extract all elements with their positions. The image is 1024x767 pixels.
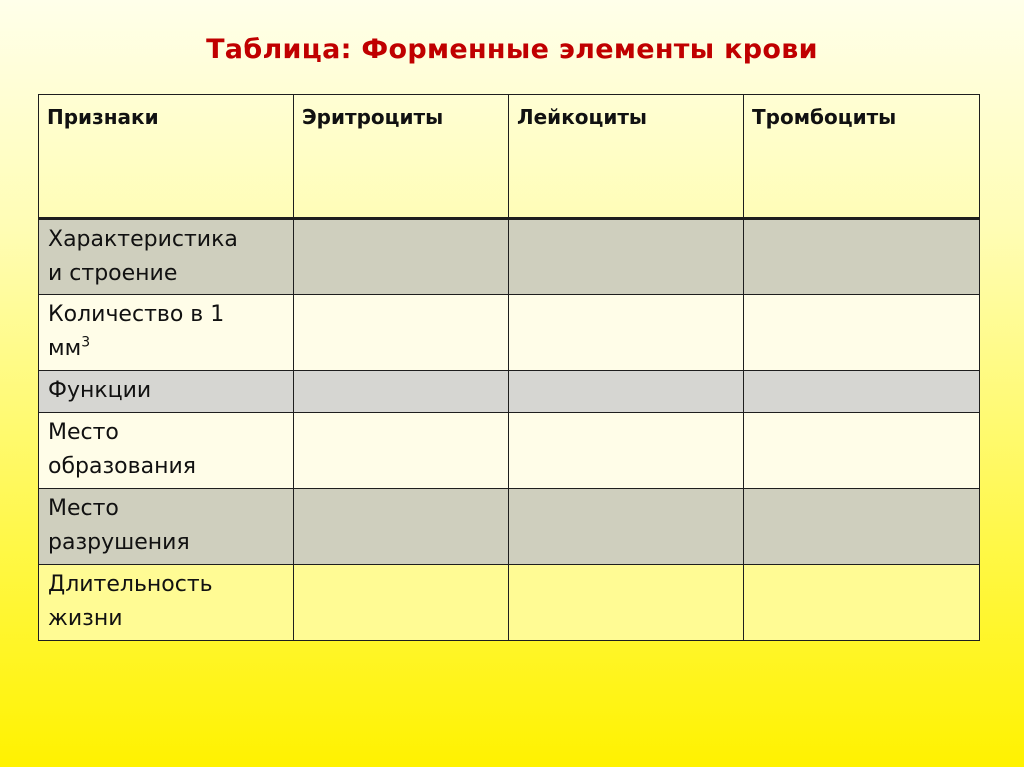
row-label-line2: образования [48, 454, 196, 479]
row-label-line2: разрушения [48, 530, 190, 555]
table-cell [744, 295, 980, 371]
slide-title: Таблица: Форменные элементы крови [206, 34, 818, 65]
row-label-line1: Место [48, 496, 119, 521]
table-cell [509, 371, 744, 413]
row-label-line1: Место [48, 420, 119, 445]
row-label-line1: Характеристика [48, 227, 238, 252]
header-cell-erythrocytes: Эритроциты [294, 95, 509, 219]
row-label [39, 565, 294, 641]
row-label-line1: Длительность [48, 572, 213, 597]
row-label [39, 413, 294, 489]
row-label [39, 295, 294, 371]
header-cell-leukocytes: Лейкоциты [509, 95, 744, 219]
table-row [39, 565, 980, 641]
row-label [39, 371, 294, 413]
table-header-row [39, 95, 980, 219]
table-cell [744, 219, 980, 295]
table-cell [294, 295, 509, 371]
table-cell [509, 295, 744, 371]
table-row [39, 489, 980, 565]
table-cell [509, 219, 744, 295]
table-cell [509, 413, 744, 489]
table-cell [294, 413, 509, 489]
table-row [39, 295, 980, 371]
table-row [39, 219, 980, 295]
table-cell [744, 413, 980, 489]
row-label [39, 489, 294, 565]
header-cell-features: Признаки [39, 95, 294, 219]
table-cell [744, 489, 980, 565]
row-label-line1: Функции [48, 378, 152, 403]
table-cell [744, 565, 980, 641]
table-cell [294, 219, 509, 295]
table-cell [294, 371, 509, 413]
table-cell [744, 371, 980, 413]
header-cell-thrombocytes: Тромбоциты [744, 95, 980, 219]
row-label-line2: жизни [48, 606, 123, 631]
row-label-line2: мм [48, 336, 82, 361]
blood-cells-table [38, 94, 980, 641]
row-label-line1: Количество в 1 [48, 302, 225, 327]
row-label-line2: и строение [48, 261, 178, 286]
row-label-superscript: 3 [81, 334, 91, 351]
table-cell [509, 489, 744, 565]
row-label [39, 219, 294, 295]
table-row [39, 413, 980, 489]
table-cell [294, 565, 509, 641]
table-cell [294, 489, 509, 565]
table-row [39, 371, 980, 413]
table-cell [509, 565, 744, 641]
